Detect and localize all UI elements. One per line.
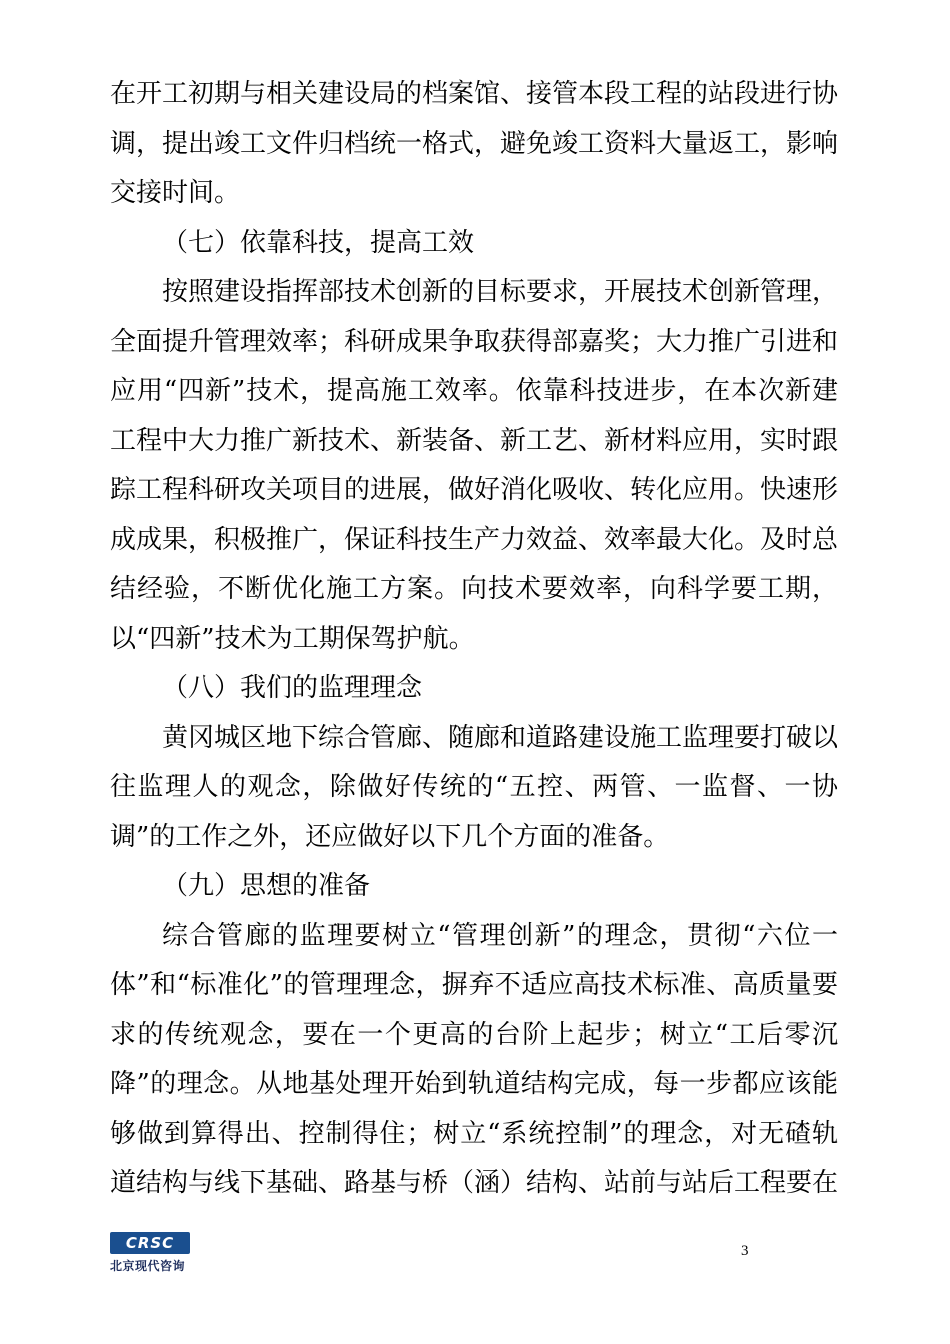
crsc-logo-mark bbox=[110, 1232, 190, 1254]
heading-section-8: （八）我们的监理理念 bbox=[162, 673, 423, 703]
logo-wordmark: CRSC bbox=[125, 1234, 175, 1252]
company-logo bbox=[110, 1232, 202, 1274]
heading-section-9: （九）思想的准备 bbox=[162, 871, 371, 901]
paragraph-mindset-preparation: 综合管廊的监理要树立“管理创新”的理念，贯彻“六位一体”和“标准化”的管理理念，摒弃不适应高技术标准、高质量要求的传统观念，要在一个更高的台阶上起步；树立“工后零沉降”的理念。从地基处理开始到轨道结构完成，每一步都应该能够做到算得出、控制得住；树立“系统控制”的理念，对无碴轨道结构与线下基础、路基与桥（涵）结构、站前与站后工程要在 bbox=[110, 920, 839, 1198]
document-body bbox=[110, 70, 838, 1209]
paragraph-supervision-concept: 黄冈城区地下综合管廊、随廊和道路建设施工监理要打破以往监理人的观念，除做好传统的“五控、两管、一监督、一协调”的工作之外，还应做好以下几个方面的准备。 bbox=[110, 722, 839, 852]
paragraph-technology-innovation: 按照建设指挥部技术创新的目标要求，开展技术创新管理，全面提升管理效率；科研成果争取获得部嘉奖；大力推广引进和应用“四新”技术，提高施工效率。依靠科技进步，在本次新建工程中大力推广新技术、新装备、新工艺、新材料应用，实时跟踪工程科研攻关项目的进展，做好消化吸收、转化应用。快速形成成果，积极推广，保证科技生产力效益、效率最大化。及时总结经验，不断优化施工方案。向技术要效率，向科学要工期，以“四新”技术为工期保驾护航。 bbox=[110, 277, 839, 654]
logo-caption: 北京现代咨询 bbox=[110, 1259, 186, 1273]
page-number: 3 bbox=[741, 1243, 749, 1259]
heading-section-7: （七）依靠科技，提高工效 bbox=[162, 227, 475, 258]
paragraph-archive-coordination: 在开工初期与相关建设局的档案馆、接管本段工程的站段进行协调，提出竣工文件归档统一格式，避免竣工资料大量返工，影响交接时间。 bbox=[110, 79, 839, 208]
